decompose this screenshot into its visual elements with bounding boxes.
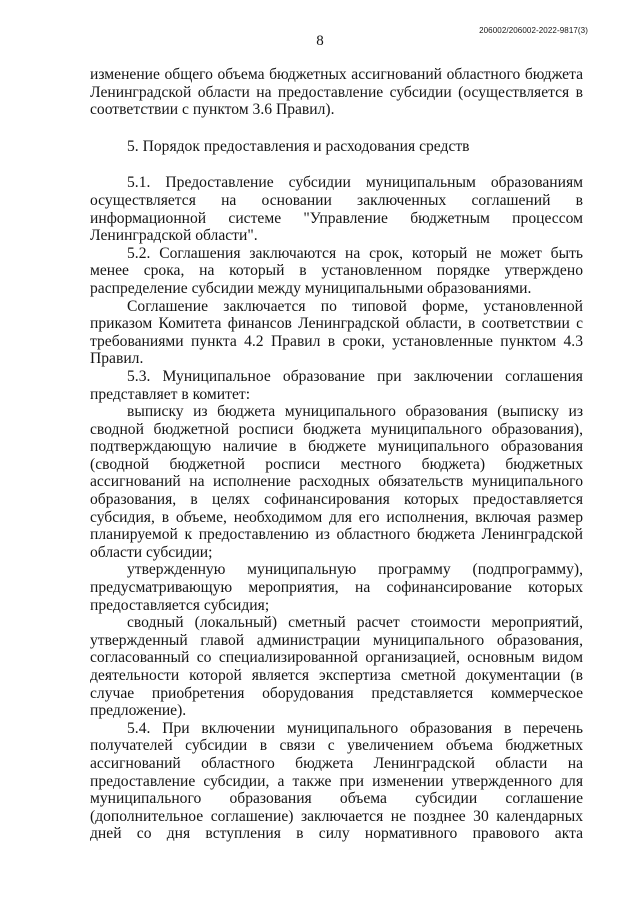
paragraph-intro: изменение общего объема бюджетных ассигнований областного бюджета Ленинградской области на предоставление субсидии (осуществляется в соответствии с пунктом 3.6 Правил). [90, 66, 583, 119]
paragraph-municipal-program: утвержденную муниципальную программу (подпрограмму), предусматривающую мероприятия, на софинансирование которых предоставляется субсидия; [90, 561, 583, 614]
paragraph-5-2: 5.2. Соглашения заключаются на срок, который не может быть менее срока, на который в установленном порядке утверждено распределение субсидии между муниципальными образованиями. [90, 244, 583, 297]
paragraph-5-3: 5.3. Муниципальное образование при заключении соглашения представляет в комитет: [90, 367, 583, 403]
paragraph-5-4: 5.4. При включении муниципального образования в перечень получателей субсидии в связи с увеличением объема бюджетных ассигнований областного бюджета Ленинградской области на предоставление субсидии, а также при изменении утвержденного для муниципального образования объема субсидии соглашение (дополнительное соглашение) заключается не позднее 30 календарных дней со дня вступления в силу нормативного правового акта [90, 719, 583, 843]
document-body [90, 66, 583, 843]
paragraph-5-1: 5.1. Предоставление субсидии муниципальным образованиям осуществляется на основании заключенных соглашений в информационной системе "Управление бюджетным процессом Ленинградской области". [90, 174, 583, 245]
section-heading: 5. Порядок предоставления и расходования средств [127, 137, 470, 155]
paragraph-cost-estimate: сводный (локальный) сметный расчет стоимости мероприятий, утвержденный главой администрации муниципального образования, согласованный со специализированной организацией, основным видом деятельности которой является экспертиза сметной документации (в случае приобретения оборудования представляется коммерческое предложение). [90, 614, 583, 720]
page-number: 8 [316, 33, 324, 49]
paragraph-budget-extract: выписку из бюджета муниципального образования (выписку из сводной бюджетной росписи бюджета муниципального образования), подтверждающую наличие в бюджете муниципального образования (сводной бюджетной росписи местного бюджета) бюджетных ассигнований на исполнение расходных обязательств муниципального образования, в целях софинансирования которых предоставляется субсидия, в объеме, необходимом для его исполнения, включая размер планируемой к предоставлению из областного бюджета Ленинградской области субсидии; [90, 403, 583, 561]
document-id: 206002/206002-2022-9817(3) [479, 26, 588, 35]
paragraph-agreement: Соглашение заключается по типовой форме, установленной приказом Комитета финансов Ленинградской области, в соответствии с требованиями пункта 4.2 Правил в сроки, установленные пунктом 4.3 Правил. [90, 297, 583, 368]
